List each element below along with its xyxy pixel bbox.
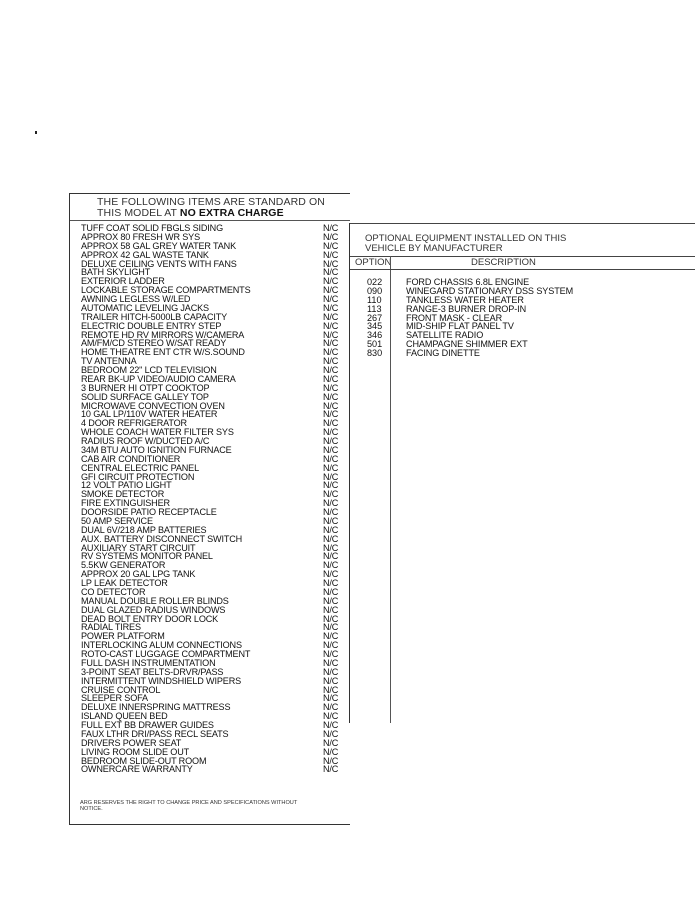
- optional-header-line-2: VEHICLE BY MANUFACTURER: [365, 242, 503, 254]
- standard-item-price: N/C: [323, 515, 339, 526]
- column-header-description: DESCRIPTION: [471, 257, 536, 268]
- standard-item-name: 4 DOOR REFRIGERATOR: [81, 418, 187, 429]
- standard-item-price: N/C: [323, 329, 339, 340]
- standard-item-name: BEDROOM SLIDE-OUT ROOM: [81, 755, 207, 766]
- standard-item-price: N/C: [323, 675, 339, 686]
- standard-item-price: N/C: [323, 711, 339, 722]
- standard-item-name: APPROX 58 GAL GREY WATER TANK: [81, 240, 237, 251]
- standard-item-name: SLEEPER SOFA: [81, 693, 148, 704]
- standard-item-name: SOLID SURFACE GALLEY TOP: [81, 391, 209, 402]
- header-divider: [70, 220, 350, 221]
- standard-item-price: N/C: [323, 453, 339, 464]
- option-description: SATELLITE RADIO: [406, 330, 484, 341]
- standard-item-price: N/C: [323, 338, 339, 349]
- standard-item-price: N/C: [323, 480, 339, 491]
- standard-item-name: ISLAND QUEEN BED: [81, 711, 168, 722]
- standard-item-name: CO DETECTOR: [81, 586, 146, 597]
- optional-top-rule: [350, 223, 695, 224]
- standard-item-name: LP LEAK DETECTOR: [81, 578, 168, 588]
- optional-equipment-panel: [349, 223, 695, 723]
- standard-item-price: N/C: [323, 400, 339, 411]
- standard-equipment-header: [97, 197, 325, 218]
- standard-item-price: N/C: [323, 604, 339, 615]
- optional-item-row: [350, 322, 695, 331]
- standard-item-name: HOME THEATRE ENT CTR W/S.SOUND: [81, 347, 245, 358]
- standard-item-price: N/C: [323, 507, 339, 517]
- standard-item-price: N/C: [323, 365, 339, 375]
- standard-item-name: TRAILER HITCH-5000LB CAPACITY: [81, 311, 228, 322]
- standard-header-line-1: THE FOLLOWING ITEMS ARE STANDARD ON: [97, 196, 325, 208]
- standard-item-price: N/C: [323, 631, 339, 642]
- standard-item-price: N/C: [323, 764, 339, 775]
- standard-item-price: N/C: [323, 746, 339, 757]
- standard-item-price: N/C: [323, 498, 339, 509]
- option-code: 501: [367, 339, 383, 350]
- option-code: 345: [367, 321, 383, 332]
- standard-item-name: OWNERCARE WARRANTY: [81, 764, 193, 775]
- standard-item-price: N/C: [323, 622, 339, 633]
- disclaimer-note: [80, 800, 330, 812]
- standard-item-price: N/C: [323, 285, 339, 296]
- standard-item-price: N/C: [323, 294, 339, 304]
- standard-item-name: WHOLE COACH WATER FILTER SYS: [81, 427, 234, 438]
- option-code: 267: [367, 312, 383, 323]
- standard-item-name: SMOKE DETECTOR: [81, 489, 165, 500]
- standard-item-name: APPROX 20 GAL LPG TANK: [81, 569, 196, 580]
- standard-item-price: N/C: [323, 427, 339, 438]
- standard-item-price: N/C: [323, 276, 339, 287]
- optional-item-row: [350, 314, 695, 323]
- standard-item-price: N/C: [323, 595, 339, 606]
- standard-item-name: MANUAL DOUBLE ROLLER BLINDS: [81, 595, 229, 606]
- standard-item-name: LIVING ROOM SLIDE OUT: [81, 746, 190, 757]
- standard-item-price: N/C: [323, 231, 339, 242]
- no-extra-charge-emphasis: NO EXTRA CHARGE: [179, 206, 284, 219]
- option-code: 346: [367, 330, 383, 341]
- standard-item-name: INTERMITTENT WINDSHIELD WIPERS: [81, 675, 242, 686]
- standard-item-name: FULL EXT BB DRAWER GUIDES: [81, 720, 214, 730]
- standard-item-price: N/C: [323, 533, 339, 544]
- disclaimer-line-1: ARG RESERVES THE RIGHT TO CHANGE PRICE AND SPECIFICATIONS WITHOUT: [80, 800, 298, 806]
- standard-item-name: CAB AIR CONDITIONER: [81, 453, 181, 464]
- option-description: RANGE-3 BURNER DROP-IN: [406, 303, 527, 314]
- standard-item-price: N/C: [323, 524, 339, 535]
- standard-item-name: RV SYSTEMS MONITOR PANEL: [81, 551, 213, 562]
- standard-item-price: N/C: [323, 356, 339, 367]
- standard-item-name: APPROX 42 GAL WASTE TANK: [81, 249, 209, 260]
- standard-item-price: N/C: [323, 347, 339, 358]
- standard-item-name: DELUXE CEILING VENTS WITH FANS: [81, 258, 237, 269]
- option-code: 022: [367, 277, 383, 287]
- standard-item-name: DRIVERS POWER SEAT: [81, 737, 182, 748]
- standard-item-price: N/C: [323, 737, 339, 748]
- standard-item-price: N/C: [323, 462, 339, 473]
- standard-item-price: N/C: [323, 320, 339, 331]
- column-header-rule: [350, 269, 695, 270]
- standard-item-price: N/C: [323, 702, 339, 713]
- option-description: MID-SHIP FLAT PANEL TV: [406, 321, 514, 332]
- optional-items-list: [350, 278, 695, 358]
- standard-item-price: N/C: [323, 640, 339, 651]
- optional-equipment-header: [365, 234, 566, 253]
- option-code: 830: [367, 348, 383, 359]
- standard-item-name: REAR BK-UP VIDEO/AUDIO CAMERA: [81, 373, 236, 384]
- standard-item-name: DUAL GLAZED RADIUS WINDOWS: [81, 604, 226, 615]
- option-description: FRONT MASK - CLEAR: [406, 312, 503, 323]
- standard-item-price: N/C: [323, 409, 339, 420]
- standard-item-price: N/C: [323, 728, 339, 739]
- standard-item-name: RADIUS ROOF W/DUCTED A/C: [81, 436, 210, 446]
- standard-item-price: N/C: [323, 436, 339, 446]
- standard-header-line-2: [97, 208, 325, 219]
- standard-item-price: N/C: [323, 720, 339, 730]
- optional-header-line-1: OPTIONAL EQUIPMENT INSTALLED ON THIS: [365, 233, 567, 244]
- standard-item-price: N/C: [323, 551, 339, 562]
- standard-item-name: 10 GAL LP/110V WATER HEATER: [81, 409, 218, 420]
- option-description: CHAMPAGNE SHIMMER EXT: [406, 339, 528, 350]
- standard-item-price: N/C: [323, 471, 339, 482]
- option-description: FORD CHASSIS 6.8L ENGINE: [406, 277, 530, 287]
- standard-item-name: BATH SKYLIGHT: [81, 267, 151, 278]
- standard-item-price: N/C: [323, 302, 339, 313]
- standard-item-price: N/C: [323, 586, 339, 597]
- standard-item-price: N/C: [323, 693, 339, 704]
- standard-item-name: CRUISE CONTROL: [81, 684, 161, 695]
- standard-item-name: 34M BTU AUTO IGNITION FURNACE: [81, 444, 232, 455]
- standard-item-name: 5.5KW GENERATOR: [81, 560, 166, 571]
- column-header-option: OPTION: [355, 257, 392, 268]
- standard-item-name: REMOTE HD RV MIRRORS W/CAMERA: [81, 329, 245, 340]
- standard-item-name: EXTERIOR LADDER: [81, 276, 165, 287]
- standard-item-price: N/C: [323, 684, 339, 695]
- standard-item-price: N/C: [323, 560, 339, 571]
- standard-item-name: ELECTRIC DOUBLE ENTRY STEP: [81, 320, 222, 331]
- standard-item-price: N/C: [323, 755, 339, 766]
- optional-item-row: [350, 349, 695, 358]
- standard-item-name: DELUXE INNERSPRING MATTRESS: [81, 702, 231, 713]
- standard-item-name: BEDROOM 22" LCD TELEVISION: [81, 365, 217, 375]
- standard-items-list: [81, 224, 343, 774]
- standard-item-name: TV ANTENNA: [81, 356, 137, 367]
- option-description: WINEGARD STATIONARY DSS SYSTEM: [406, 285, 574, 296]
- standard-item-price: N/C: [323, 240, 339, 251]
- standard-item-name: MICROWAVE CONVECTION OVEN: [81, 400, 225, 411]
- standard-item-price: N/C: [323, 569, 339, 580]
- standard-item-name: RADIAL TIRES: [81, 622, 141, 633]
- standard-item-name: 50 AMP SERVICE: [81, 515, 153, 526]
- standard-item-price: N/C: [323, 542, 339, 553]
- disclaimer-line-2: NOTICE.: [80, 806, 103, 813]
- option-code: 110: [367, 294, 382, 305]
- standard-item-name: AM/FM/CD STEREO W/SAT READY: [81, 338, 227, 349]
- standard-item-name: LOCKABLE STORAGE COMPARTMENTS: [81, 285, 251, 296]
- standard-item-name: 3 BURNER HI OTPT COOKTOP: [81, 382, 210, 393]
- standard-item-name: 3-POINT SEAT BELTS-DRVR/PASS: [81, 666, 224, 677]
- standard-item-name: AWNING LEGLESS W/LED: [81, 294, 191, 304]
- standard-item-name: FIRE EXTINGUISHER: [81, 498, 170, 509]
- standard-item-name: DUAL 6V/218 AMP BATTERIES: [81, 524, 207, 535]
- option-description: FACING DINETTE: [406, 348, 480, 359]
- standard-item-name: ROTO-CAST LUGGAGE COMPARTMENT: [81, 649, 251, 659]
- standard-item-name: AUX. BATTERY DISCONNECT SWITCH: [81, 533, 243, 544]
- standard-item-name: FULL DASH INSTRUMENTATION: [81, 657, 216, 668]
- standard-item-name: APPROX 80 FRESH WR SYS: [81, 231, 200, 242]
- optional-item-row: [350, 305, 695, 314]
- standard-item-name: 12 VOLT PATIO LIGHT: [81, 480, 172, 491]
- standard-item-name: DEAD BOLT ENTRY DOOR LOCK: [81, 613, 219, 624]
- standard-item-name: DOORSIDE PATIO RECEPTACLE: [81, 507, 217, 517]
- standard-item-price: N/C: [323, 578, 339, 588]
- standard-item-price: N/C: [323, 373, 339, 384]
- standard-item-price: N/C: [323, 267, 339, 278]
- option-code: 113: [367, 303, 382, 314]
- standard-item-price: N/C: [323, 258, 339, 269]
- standard-item-price: N/C: [323, 489, 339, 500]
- standard-item-name: INTERLOCKING ALUM CONNECTIONS: [81, 640, 242, 651]
- option-description: TANKLESS WATER HEATER: [406, 294, 524, 305]
- standard-item-name: AUXILIARY START CIRCUIT: [81, 542, 196, 553]
- standard-item-price: N/C: [323, 391, 339, 402]
- standard-item-row: [81, 765, 343, 774]
- optional-item-row: [350, 340, 695, 349]
- standard-item-price: N/C: [323, 649, 339, 659]
- standard-item-price: N/C: [323, 249, 339, 260]
- option-code: 090: [367, 285, 383, 296]
- standard-item-price: N/C: [323, 613, 339, 624]
- standard-item-name: POWER PLATFORM: [81, 631, 165, 642]
- standard-equipment-panel: [69, 193, 350, 825]
- standard-item-price: N/C: [323, 311, 339, 322]
- scan-speck: [35, 131, 37, 134]
- standard-item-name: AUTOMATIC LEVELING JACKS: [81, 302, 209, 313]
- standard-item-price: N/C: [323, 382, 339, 393]
- standard-item-name: FAUX LTHR DRI/PASS RECL SEATS: [81, 728, 229, 739]
- standard-item-price: N/C: [323, 223, 339, 233]
- standard-item-price: N/C: [323, 657, 339, 668]
- standard-item-name: TUFF COAT SOLID FBGLS SIDING: [81, 223, 223, 233]
- standard-item-name: CENTRAL ELECTRIC PANEL: [81, 462, 199, 473]
- standard-item-price: N/C: [323, 666, 339, 677]
- standard-header-prefix: THIS MODEL AT: [97, 206, 180, 219]
- standard-item-price: N/C: [323, 418, 339, 429]
- standard-item-name: GFI CIRCUIT PROTECTION: [81, 471, 195, 482]
- standard-item-price: N/C: [323, 444, 339, 455]
